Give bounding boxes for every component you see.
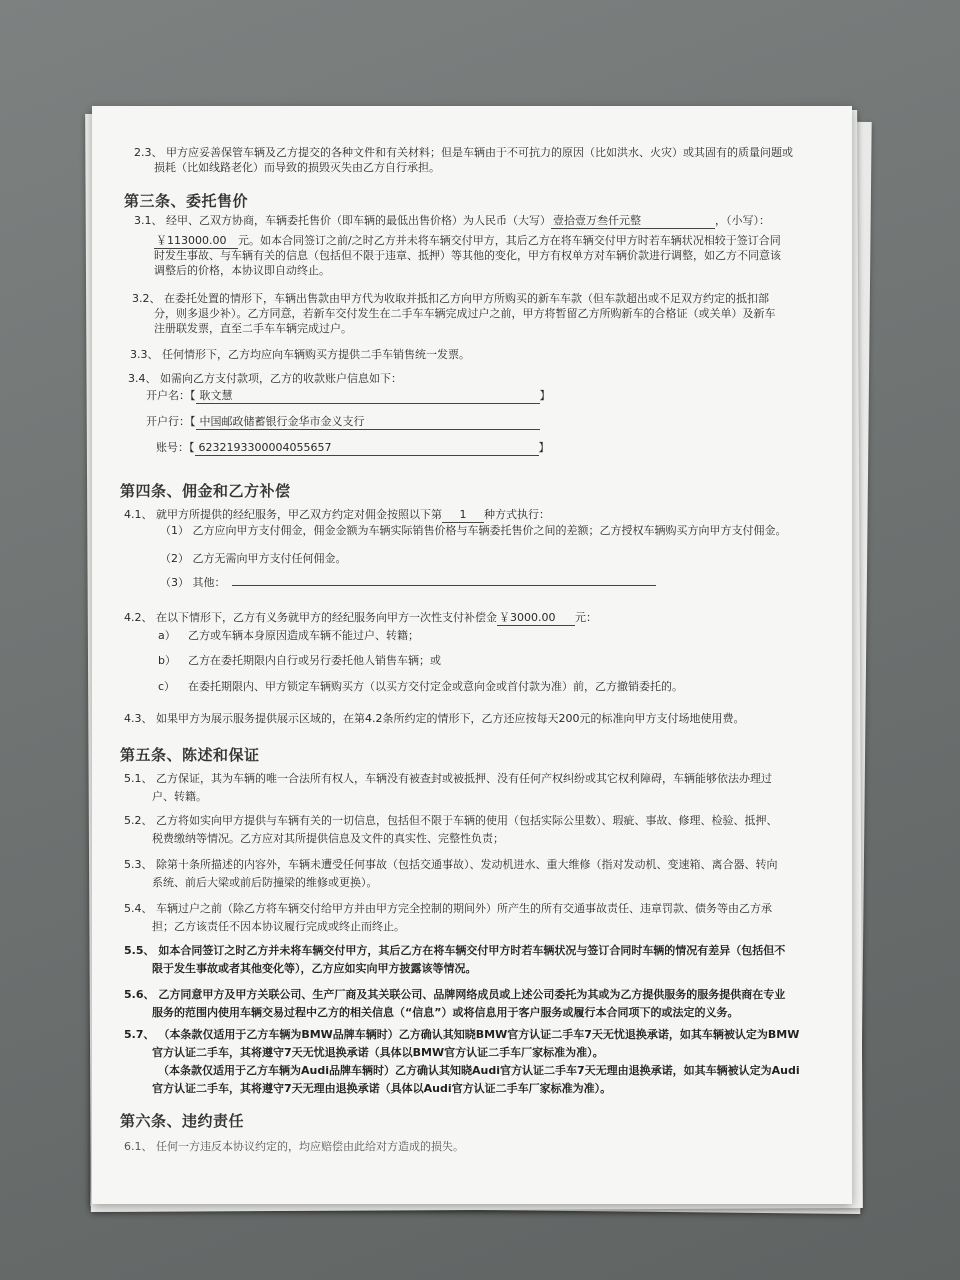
contract-page: [92, 106, 852, 1204]
clause-5-1-line: 5.1、 乙方保证，其为车辆的唯一合法所有权人，车辆没有被查封或被抵押、没有任何产权纠纷或其它权利障碍，车辆能够依法办理过: [124, 772, 772, 785]
clause-3-2-line: 3.2、 在委托处置的情形下，车辆出售款由甲方代为收取并抵扣乙方向甲方所购买的新车车款（但车款超出或不足双方约定的抵扣部: [132, 292, 769, 305]
clause-4-2-a: 乙方或车辆本身原因造成车辆不能过户、转籍；: [188, 629, 419, 642]
clause-5-3-line: 系统、前后大梁或前后防撞梁的维修或更换）。: [152, 876, 378, 889]
bank-field: 中国邮政储蓄银行金华市金义支行: [196, 415, 540, 430]
clause-3-1-text: 3.1、 经甲、乙双方协商，车辆委托售价（即车辆的最低出售价格）为人民币（大写）: [134, 214, 551, 227]
clause-5-5-line: 5.5、 如本合同签订之时乙方并未将车辆交付甲方，其后乙方在将车辆交付甲方时若车辆状况与签订合同时车辆的情况有差异（包括但不: [124, 944, 786, 957]
commission-option-1: （1） 乙方应向甲方支付佣金，佣金金额为车辆实际销售价格与车辆委托售价之间的差额；乙方授权车辆购买方向甲方支付佣金。: [160, 524, 787, 537]
bracket-close: 】: [538, 441, 550, 454]
clause-4-2-text: 元：: [575, 611, 597, 624]
account-no-row: [156, 441, 550, 456]
clause-3-1-line: 调整后的价格，本协议即自动终止。: [154, 264, 330, 277]
clause-4-2-line: [124, 611, 597, 626]
clause-5-7-line: 5.7、 （本条款仅适用于乙方车辆为BMW品牌车辆时）乙方确认其知晓BMW官方认证二手车7天无忧退换承诺，如其车辆被认定为BMW: [124, 1028, 800, 1041]
commission-option-3: [160, 576, 656, 590]
clause-3-1-text: 元。如本合同签订之前/之时乙方并未将车辆交付甲方，其后乙方在将车辆交付甲方时若车辆状况相较于签订合同: [238, 234, 781, 247]
account-no-label: 账号：【: [156, 441, 195, 454]
clause-5-2-line: 5.2、 乙方将如实向甲方提供与车辆有关的一切信息，包括但不限于车辆的使用（包括实际公里数）、瑕疵、事故、修理、检验、抵押、: [124, 814, 778, 827]
clause-5-7-line: （本条款仅适用于乙方车辆为Audi品牌车辆时）乙方确认其知晓Audi官方认证二手车7天无理由退换承诺，如其车辆被认定为Audi: [158, 1064, 800, 1077]
clause-4-2-a-label: a）: [158, 629, 176, 642]
section-5-title: 第五条、陈述和保证: [120, 746, 260, 764]
clause-4-1-line: [124, 508, 550, 523]
bank-label: 开户行：【: [146, 415, 196, 428]
clause-4-1-text: 种方式执行：: [484, 508, 550, 521]
clause-4-2-b-label: b）: [158, 654, 176, 667]
account-name-row: [146, 389, 551, 404]
clause-3-2-line: 注册联发票，直至二手车车辆完成过户。: [154, 322, 352, 335]
clause-6-1-line: 6.1、 任何一方违反本协议约定的，均应赔偿由此给对方造成的损失。: [124, 1140, 464, 1153]
clause-5-6-line: 5.6、 乙方同意甲方及甲方关联公司、生产厂商及其关联公司、品牌网络成员或上述公司委托为其或为乙方提供服务的服务提供商在专业: [124, 988, 786, 1001]
commission-option-field: 1: [442, 508, 484, 523]
commission-option-2: （2） 乙方无需向甲方支付任何佣金。: [160, 552, 347, 565]
compensation-amount-field: ￥3000.00: [497, 611, 575, 626]
clause-3-1-line: 时发生事故、与车辆有关的信息（包括但不限于违章、抵押）等其他的变化，甲方有权单方对车辆价款进行调整，如乙方不同意该: [154, 249, 781, 262]
clause-4-2-c-label: c）: [158, 680, 176, 693]
other-option-field: [232, 585, 656, 586]
account-name-label: 开户名：【: [146, 389, 196, 402]
clause-4-2-text: 4.2、 在以下情形下，乙方有义务就甲方的经纪服务向甲方一次性支付补偿金: [124, 611, 497, 624]
clause-5-6-line: 服务的范围内使用车辆交易过程中乙方的相关信息（“信息”）或将信息用于客户服务或履行本合同项下的或法定的义务。: [152, 1006, 739, 1019]
commission-option-3-label: （3） 其他：: [160, 576, 226, 589]
clause-2-3-line: 损耗（比如线路老化）而导致的损毁灭失由乙方自行承担。: [154, 161, 440, 174]
clause-5-5-line: 限于发生事故或者其他变化等），乙方应如实向甲方披露该等情况。: [152, 962, 477, 975]
bracket-close: 】: [539, 389, 551, 402]
clause-3-1-line: [154, 234, 781, 249]
clause-3-2-line: 分，则多退少补）。乙方同意，若新车交付发生在二手车车辆完成过户之前，甲方将暂留乙方所购新车的合格证（或关单）及新车: [154, 307, 776, 320]
account-no-field: 6232193300004055657: [195, 441, 539, 456]
section-4-title: 第四条、佣金和乙方补偿: [120, 482, 291, 500]
clause-3-4-line: 3.4、 如需向乙方支付款项，乙方的收款账户信息如下：: [128, 372, 402, 385]
clause-4-2-c: 在委托期限内、甲方锁定车辆购买方（以买方交付定金或意向金或首付款为准）前，乙方撤销委托的。: [188, 680, 683, 693]
clause-3-1-line: [134, 214, 770, 229]
amount-lower-field: ￥113000.00: [154, 234, 238, 249]
clause-5-2-line: 税费缴纳等情况。乙方应对其所提供信息及文件的真实性、完整性负责；: [152, 832, 504, 845]
clause-4-1-text: 4.1、 就甲方所提供的经纪服务，甲乙双方约定对佣金按照以下第: [124, 508, 442, 521]
bank-row: [146, 415, 540, 430]
clause-5-7-line: 官方认证二手车，其将遵守7天无忧退换承诺（具体以BMW官方认证二手车厂家标准为准）。: [152, 1046, 604, 1059]
clause-5-7-line: 官方认证二手车，其将遵守7天无理由退换承诺（具体以Audi官方认证二手车厂家标准为准）。: [152, 1082, 612, 1095]
clause-5-4-line: 5.4、 车辆过户之前（除乙方将车辆交付给甲方并由甲方完全控制的期间外）所产生的所有交通事故责任、违章罚款、债务等由乙方承: [124, 902, 772, 915]
clause-2-3-line: 2.3、 甲方应妥善保管车辆及乙方提交的各种文件和有关材料；但是车辆由于不可抗力的原因（比如洪水、火灾）或其固有的质量问题或: [134, 146, 793, 159]
amount-upper-field: 壹拾壹万叁仟元整: [551, 214, 715, 229]
clause-5-4-line: 担；乙方该责任不因本协议履行完成或终止而终止。: [152, 920, 405, 933]
section-6-title: 第六条、违约责任: [120, 1112, 245, 1130]
clause-3-3-line: 3.3、 任何情形下，乙方均应向车辆购买方提供二手车销售统一发票。: [130, 348, 470, 361]
clause-3-1-text: ，（小写）：: [715, 214, 770, 227]
account-name-field: 耿文慧: [196, 389, 540, 404]
section-3-title: 第三条、委托售价: [124, 192, 249, 210]
clause-5-1-line: 户、转籍。: [152, 790, 207, 803]
clause-5-3-line: 5.3、 除第十条所描述的内容外，车辆未遭受任何事故（包括交通事故）、发动机进水、重大维修（指对发动机、变速箱、离合器、转向: [124, 858, 778, 871]
clause-4-3-line: 4.3、 如果甲方为展示服务提供展示区域的，在第4.2条所约定的情形下，乙方还应按每天200元的标准向甲方支付场地使用费。: [124, 712, 745, 725]
clause-4-2-b: 乙方在委托期限内自行或另行委托他人销售车辆；或: [188, 654, 441, 667]
